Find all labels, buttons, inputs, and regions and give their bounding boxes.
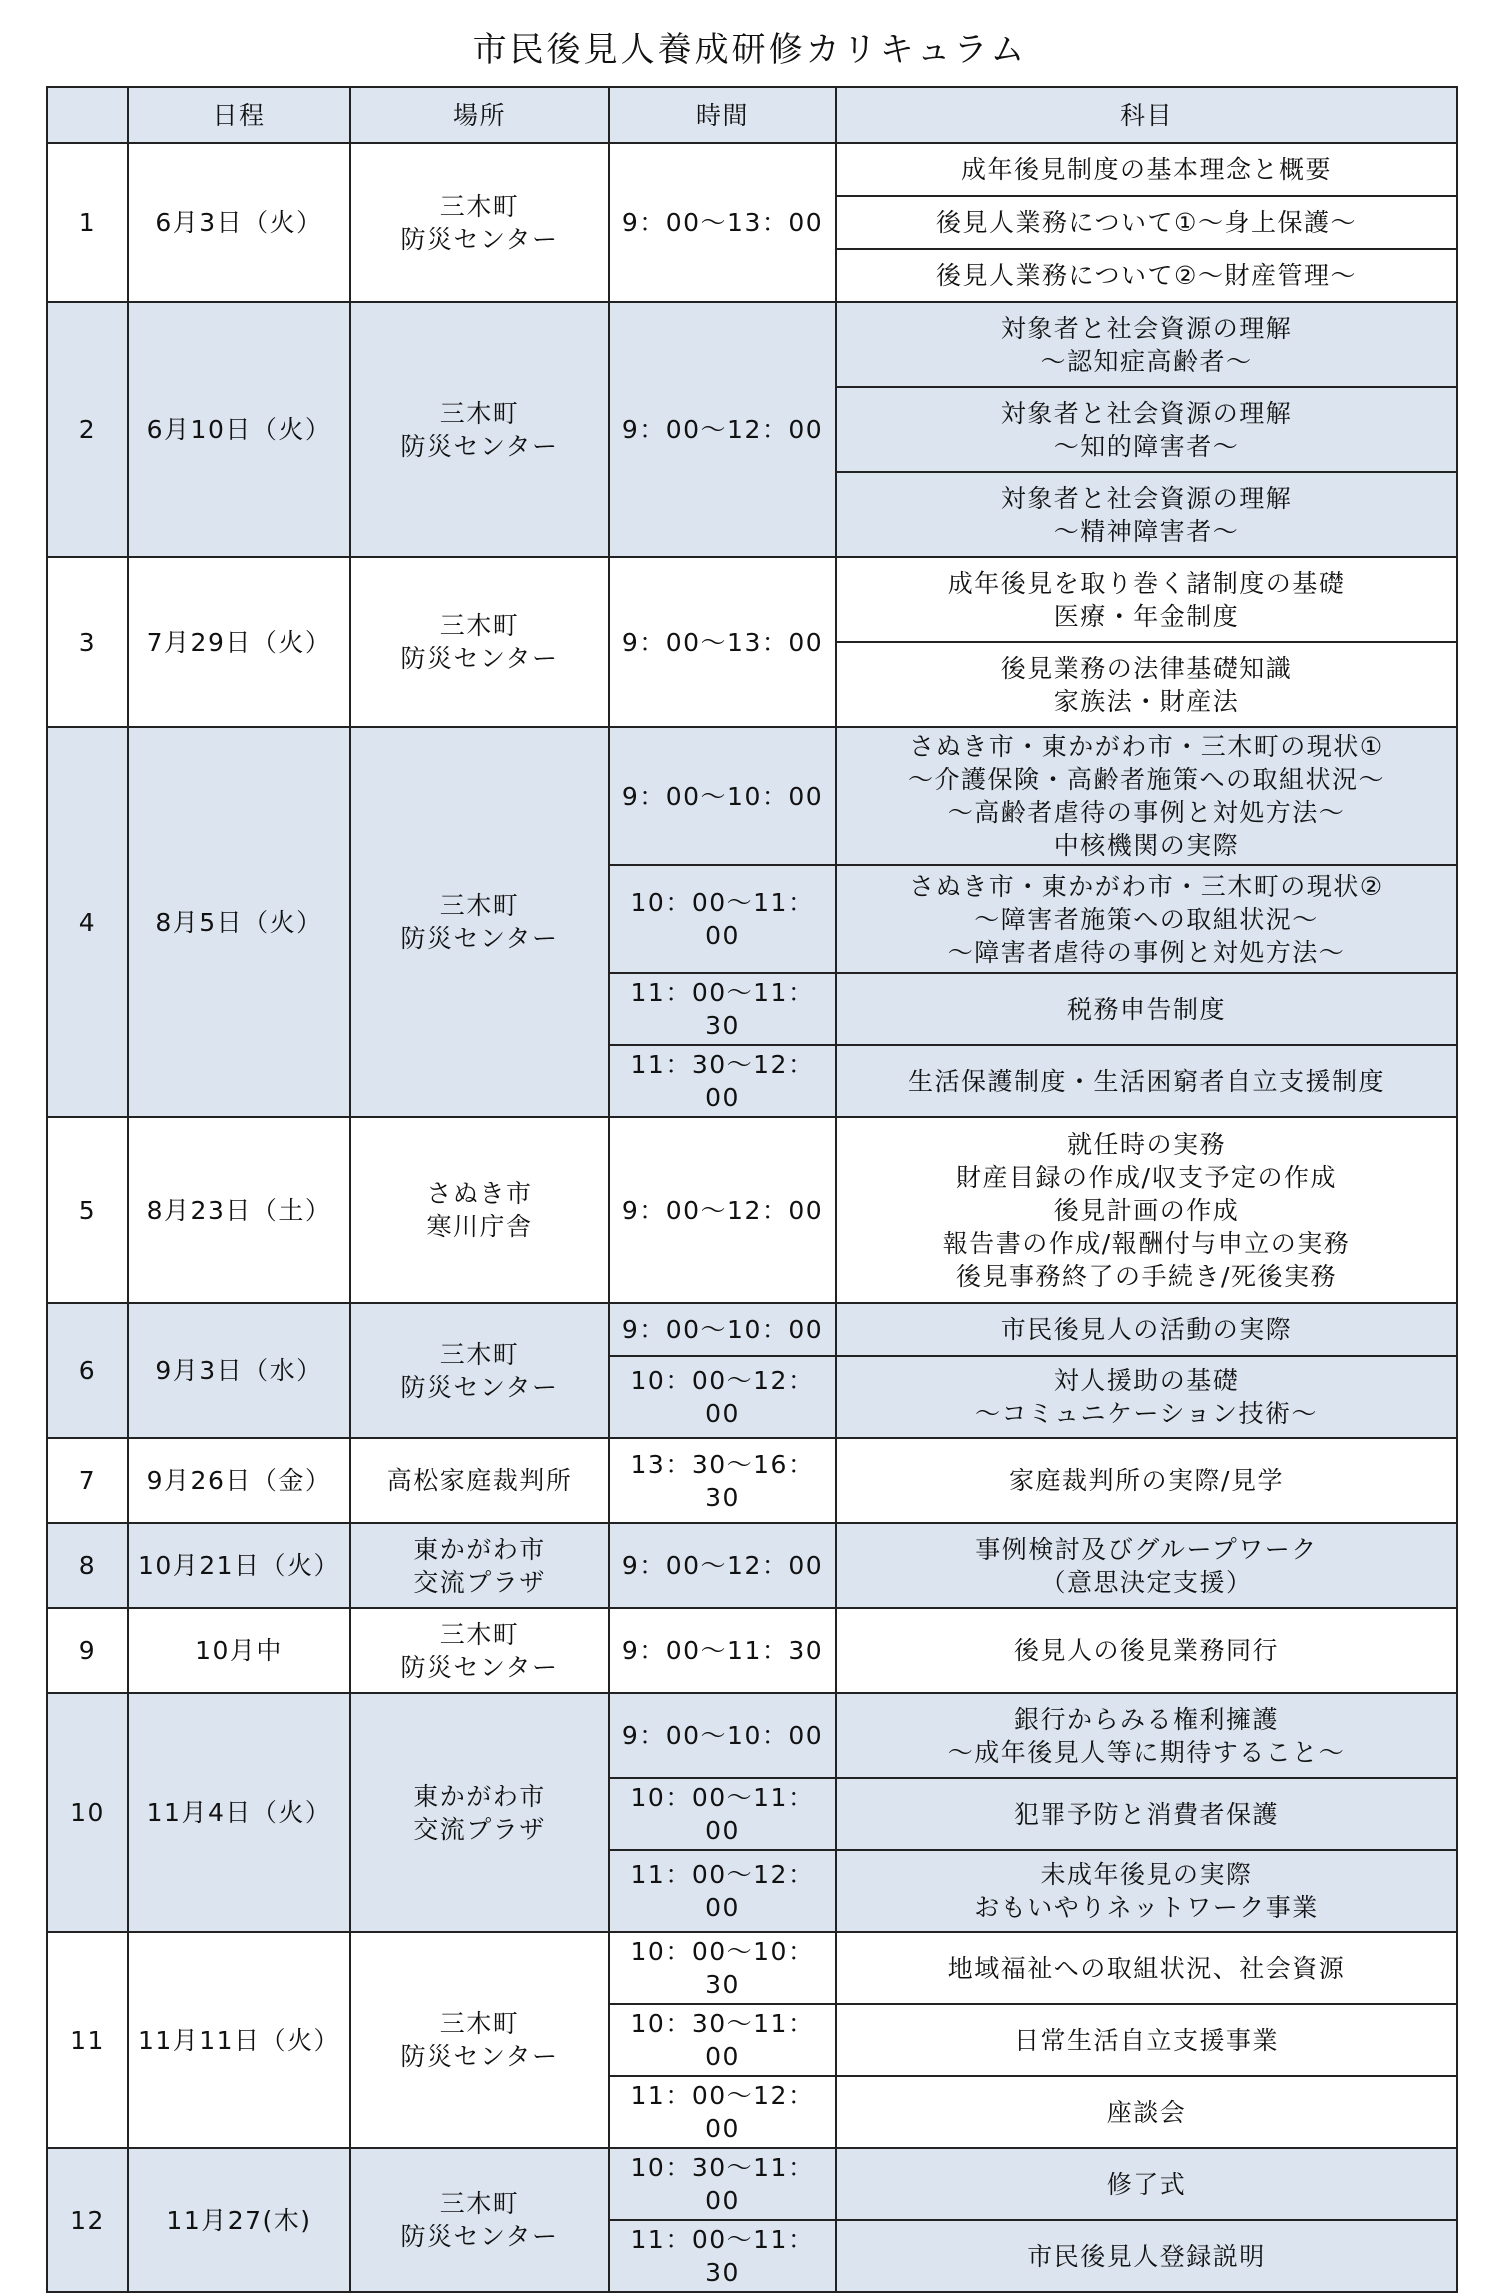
session-time: 9：00〜11：30 (609, 1608, 836, 1693)
table-row (47, 1608, 1457, 1693)
page-title: 市民後見人養成研修カリキュラム (472, 30, 1028, 70)
session-date: 11月11日（火） (128, 1932, 350, 2148)
session-date: 8月23日（土） (128, 1117, 350, 1303)
session-time: 10：00〜10：30 (609, 1932, 836, 2004)
session-number: 2 (47, 302, 128, 557)
session-subject: 対象者と社会資源の理解 〜精神障害者〜 (836, 472, 1457, 557)
session-subject: 犯罪予防と消費者保護 (836, 1778, 1457, 1850)
session-date: 9月3日（水） (128, 1303, 350, 1438)
session-number: 7 (47, 1438, 128, 1523)
session-date: 7月29日（火） (128, 557, 350, 727)
table-row (47, 1117, 1457, 1303)
session-number: 11 (47, 1932, 128, 2148)
header-date: 日程 (128, 87, 350, 143)
session-date: 8月5日（火） (128, 727, 350, 1117)
session-subject: 対象者と社会資源の理解 〜知的障害者〜 (836, 387, 1457, 472)
session-place: 三木町 防災センター (350, 1932, 609, 2148)
session-date: 6月10日（火） (128, 302, 350, 557)
session-subject: 後見業務の法律基礎知識 家族法・財産法 (836, 642, 1457, 727)
session-subject: 地域福祉への取組状況、社会資源 (836, 1932, 1457, 2004)
table-row (47, 2148, 1457, 2220)
session-number: 9 (47, 1608, 128, 1693)
session-time: 9：00〜13：00 (609, 557, 836, 727)
table-row (47, 1438, 1457, 1523)
session-place: 東かがわ市 交流プラザ (350, 1523, 609, 1608)
session-place: 東かがわ市 交流プラザ (350, 1693, 609, 1932)
header-time: 時間 (609, 87, 836, 143)
session-date: 9月26日（金） (128, 1438, 350, 1523)
session-subject: 対人援助の基礎 〜コミュニケーション技術〜 (836, 1356, 1457, 1438)
session-time: 9：00〜10：00 (609, 1303, 836, 1356)
session-subject: 市民後見人登録説明 (836, 2220, 1457, 2292)
session-place: さぬき市 寒川庁舎 (350, 1117, 609, 1303)
session-subject: 対象者と社会資源の理解 〜認知症高齢者〜 (836, 302, 1457, 387)
session-number: 12 (47, 2148, 128, 2292)
table-row (47, 1693, 1457, 1778)
session-subject: 銀行からみる権利擁護 〜成年後見人等に期待すること〜 (836, 1693, 1457, 1778)
session-time: 10：30〜11：00 (609, 2148, 836, 2220)
session-subject: さぬき市・東かがわ市・三木町の現状① 〜介護保険・高齢者施策への取組状況〜 〜高齢者虐待の事例と対処方法〜 中核機関の実際 (836, 727, 1457, 865)
session-number: 8 (47, 1523, 128, 1608)
session-subject: 成年後見制度の基本理念と概要 (836, 143, 1457, 196)
session-time: 9：00〜13：00 (609, 143, 836, 302)
header-row (47, 87, 1457, 143)
session-time: 10：00〜12：00 (609, 1356, 836, 1438)
session-time: 9：00〜10：00 (609, 727, 836, 865)
table-row (47, 1303, 1457, 1356)
session-number: 5 (47, 1117, 128, 1303)
session-number: 4 (47, 727, 128, 1117)
session-time: 13：30〜16：30 (609, 1438, 836, 1523)
table-row (47, 1523, 1457, 1608)
session-time: 11：00〜11：30 (609, 2220, 836, 2292)
session-subject: さぬき市・東かがわ市・三木町の現状② 〜障害者施策への取組状況〜 〜障害者虐待の事例と対処方法〜 (836, 865, 1457, 973)
session-time: 10：00〜11：00 (609, 1778, 836, 1850)
session-subject: 後見人業務について①〜身上保護〜 (836, 196, 1457, 249)
session-date: 11月27(木) (128, 2148, 350, 2292)
session-subject: 成年後見を取り巻く諸制度の基礎 医療・年金制度 (836, 557, 1457, 642)
header-subject: 科目 (836, 87, 1457, 143)
session-subject: 税務申告制度 (836, 973, 1457, 1045)
session-subject: 市民後見人の活動の実際 (836, 1303, 1457, 1356)
session-date: 6月3日（火） (128, 143, 350, 302)
session-subject: 座談会 (836, 2076, 1457, 2148)
session-time: 9：00〜12：00 (609, 302, 836, 557)
session-subject: 修了式 (836, 2148, 1457, 2220)
table-row (47, 143, 1457, 196)
session-time: 11：30〜12：00 (609, 1045, 836, 1117)
session-place: 三木町 防災センター (350, 143, 609, 302)
header-place: 場所 (350, 87, 609, 143)
table-row (47, 557, 1457, 642)
session-number: 10 (47, 1693, 128, 1932)
session-subject: 就任時の実務 財産目録の作成/収支予定の作成 後見計画の作成 報告書の作成/報酬付与申立の実務 後見事務終了の手続き/死後実務 (836, 1117, 1457, 1303)
session-subject: 後見人の後見業務同行 (836, 1608, 1457, 1693)
session-place: 三木町 防災センター (350, 727, 609, 1117)
session-number: 3 (47, 557, 128, 727)
session-subject: 日常生活自立支援事業 (836, 2004, 1457, 2076)
session-time: 11：00〜12：00 (609, 2076, 836, 2148)
session-place: 三木町 防災センター (350, 2148, 609, 2292)
header-no (47, 87, 128, 143)
table-row (47, 1932, 1457, 2004)
table-row (47, 727, 1457, 865)
session-date: 10月21日（火） (128, 1523, 350, 1608)
curriculum-table (46, 86, 1458, 2293)
session-time: 11：00〜11：30 (609, 973, 836, 1045)
session-number: 1 (47, 143, 128, 302)
session-date: 10月中 (128, 1608, 350, 1693)
session-place: 三木町 防災センター (350, 1303, 609, 1438)
table-row (47, 302, 1457, 387)
session-time: 9：00〜12：00 (609, 1523, 836, 1608)
session-time: 10：30〜11：00 (609, 2004, 836, 2076)
session-time: 11：00〜12：00 (609, 1850, 836, 1932)
session-subject: 事例検討及びグループワーク （意思決定支援） (836, 1523, 1457, 1608)
session-place: 三木町 防災センター (350, 557, 609, 727)
session-subject: 未成年後見の実際 おもいやりネットワーク事業 (836, 1850, 1457, 1932)
session-time: 10：00〜11：00 (609, 865, 836, 973)
session-place: 三木町 防災センター (350, 1608, 609, 1693)
session-place: 三木町 防災センター (350, 302, 609, 557)
session-place: 高松家庭裁判所 (350, 1438, 609, 1523)
session-subject: 後見人業務について②〜財産管理〜 (836, 249, 1457, 302)
session-subject: 生活保護制度・生活困窮者自立支援制度 (836, 1045, 1457, 1117)
session-date: 11月4日（火） (128, 1693, 350, 1932)
session-time: 9：00〜10：00 (609, 1693, 836, 1778)
session-time: 9：00〜12：00 (609, 1117, 836, 1303)
session-number: 6 (47, 1303, 128, 1438)
session-subject: 家庭裁判所の実際/見学 (836, 1438, 1457, 1523)
